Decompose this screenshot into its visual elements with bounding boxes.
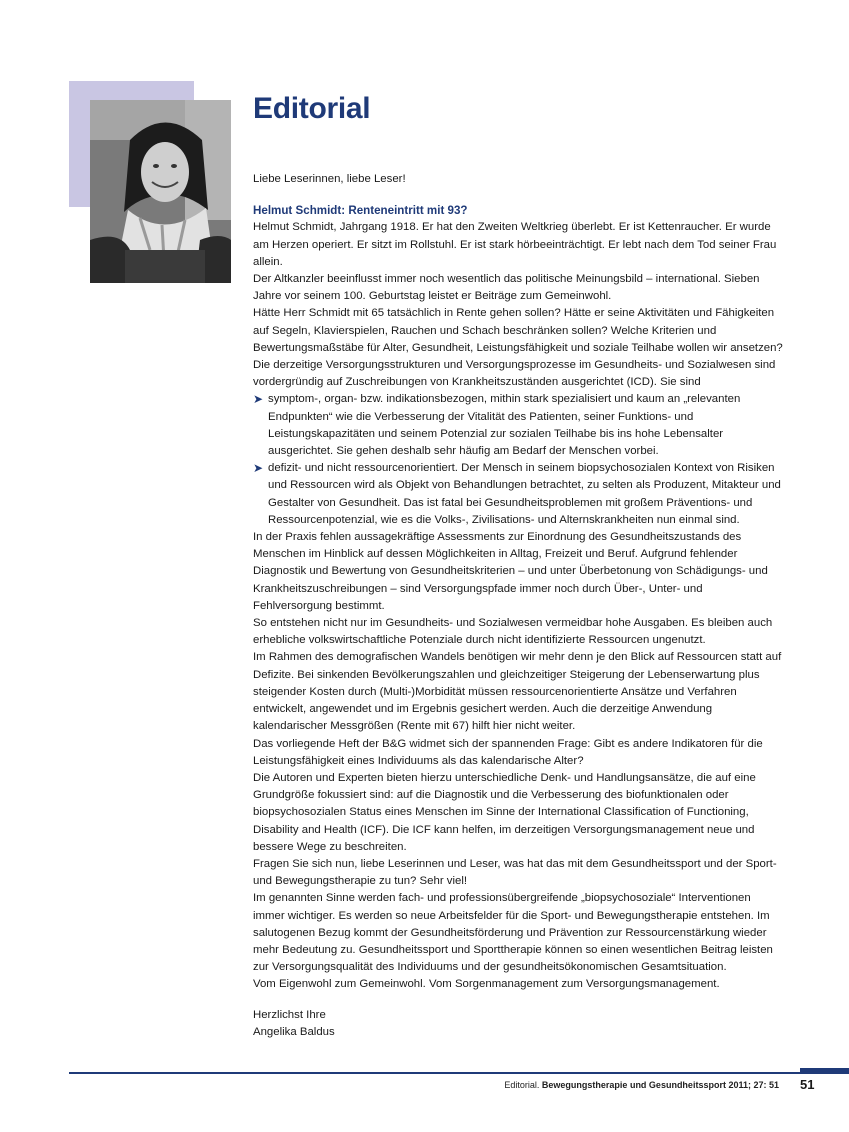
paragraph: Im genannten Sinne werden fach- und professionsübergreifende „biopsychosoziale“ Interventionen immer wichtiger. Es werden so neue Arbeitsfelder für die Sport- und Bewegungstherapie entstehen. Im salutogenen Bezug kommt der Gesundheitsförderung und Prävention zur Ressourcenstärkung wieder mehr Bedeutung zu. Gesundheitssport und Sporttherapie können so einen wesentlichen Beitrag leisten zur Versorgungsqualität des Individuums und der gesundheitsökonomischen Gesamtsituation. [253,892,773,974]
footer-rule [69,1072,849,1074]
closing-salutation: Herzlichst Ihre [253,1008,326,1021]
paragraph: Fragen Sie sich nun, liebe Leserinnen und Leser, was hat das mit dem Gesundheitssport und der Sport- und Bewegungstherapie zu tun? Sehr viel! [253,857,777,888]
subheading: Helmut Schmidt: Renteneintritt mit 93? [253,204,468,218]
arrowhead-bullet-icon: ➤ [253,392,264,407]
paragraph: Das vorliegende Heft der B&G widmet sich der spannenden Frage: Gibt es andere Indikatoren für die Leistungsfähigkeit eines Individuums als das kalendarische Alter? [253,737,763,767]
editorial-body [253,171,783,1041]
author-signature: Angelika Baldus [253,1025,335,1038]
page-title: Editorial [253,92,371,125]
footer-citation [504,1080,779,1090]
portrait-illustration [90,100,231,283]
paragraph: In der Praxis fehlen aussagekräftige Assessments zur Einordnung des Gesundheitszustands des Menschen im Hinblick auf dessen Möglichkeiten in Alltag, Freizeit und Beruf. Aufgrund fehlender Diagnostik und Bewertung von Gesundheitskriterien – und unter Überbetonung von Schädigungs- und Krankheitszuschreibungen – sind Versorgungspfade immer noch durch Über-, Unter- und Fehlversorgung bestimmt. [253,531,768,612]
paragraph: Der Altkanzler beeinflusst immer noch wesentlich das politische Meinungsbild – international. Sieben Jahre vor seinem 100. Geburtstag leistet er Beiträge zum Gemeinwohl. [253,273,760,303]
paragraph: Vom Eigenwohl zum Gemeinwohl. Vom Sorgenmanagement zum Versorgungsmanagement. [253,978,720,991]
arrowhead-bullet-icon: ➤ [253,461,264,476]
list-item-text: defizit- und nicht ressourcenorientiert. Der Mensch in seinem biopsychosozialen Kontext von Risiken und Ressourcen wird als Objekt von Behandlungen betrachtet, zu selten als Produzent, Mitakteur und Gestalter von Gesundheit. Das ist fatal bei Gesundheitsproblemen mit großem Präventions- und Ressourcenpotenzial, wie es die Volks-, Zivilisations- und Alternskrankheiten nun einmal sind. [268,462,781,526]
paragraph: Im Rahmen des demografischen Wandels benötigen wir mehr denn je den Blick auf Ressourcen statt auf Defizite. Bei sinkenden Bevölkerungszahlen und gleichzeitiger Steigerung der Lebenserwartung plus steigender Kosten durch (Multi-)Morbidität müssen ressourcenorientierte Ansätze und Verfahren entwickelt, angewendet und im Ergebnis gesichert werden. Auch die derzeitige Anwendung kalendarischer Messgrößen (Rente mit 67) hilft hier nicht weiter. [253,651,782,733]
paragraph: Die derzeitige Versorgungsstrukturen und Versorgungsprozesse im Gesundheits- und Sozialwesen sind vordergründig auf Zuschreibungen von Krankheitszuständen ausgerichtet (ICD). Sie sind [253,359,776,389]
paragraph: So entstehen nicht nur im Gesundheits- und Sozialwesen vermeidbar hohe Ausgaben. Es bleiben auch erhebliche volkswirtschaftliche Potenziale durch nicht identifizierte Ressourcen ungenutzt. [253,617,773,647]
footer-journal: Bewegungstherapie und Gesundheitssport 2011; 27: 51 [541,1080,779,1090]
list-item-text: symptom-, organ- bzw. indikationsbezogen, mithin stark spezialisiert und kaum an „relevanten Endpunkten“ wie die Verbesserung der Vitalität des Patienten, seiner Funktions- und Leistungskapazitäten und seinem Potenzial zur sozialen Teilhabe bis ins hohe Lebensalter ausgerichtet. Sie gehen deshalb sehr häufig am Bedarf der Menschen vorbei. [268,393,741,458]
footer-section: Editorial. [504,1080,540,1090]
paragraph: Helmut Schmidt, Jahrgang 1918. Er hat den Zweiten Weltkrieg überlebt. Er ist Kettenraucher. Er wurde am Herzen operiert. Er sitzt im Rollstuhl. Er ist stark hörbeeinträchtigt. Er lebt nach dem Tod seiner Frau allein. [253,221,777,268]
list-item [253,460,783,529]
paragraph: Hätte Herr Schmidt mit 65 tatsächlich in Rente gehen sollen? Hätte er seine Aktivitäten und Fähigkeiten auf Segeln, Klavierspielen, Rauchen und Schach beschränken sollen? Welche Kriterien und Bewertungsmaßstäbe für Alter, Gesundheit, Leistungsfähigkeit und soziale Teilhabe wollen wir ansetzen? [253,307,783,354]
list-item [253,391,783,460]
page-number: 51 [800,1077,815,1092]
paragraph: Die Autoren und Experten bieten hierzu unterschiedliche Denk- und Handlungsansätze, die auf eine Grundgröße fokussiert sind: auf die Diagnostik und die Verbesserung des biofunktionalen oder biopsychosozialen Status eines Menschen im Sinne der International Classification of Functioning, Disability and Health (ICF). Die ICF kann helfen, im derzeitigen Versorgungsmanagement neue und bessere Wege zu beschreiten. [253,771,756,853]
author-photo [90,100,231,283]
greeting: Liebe Leserinnen, liebe Leser! [253,173,406,185]
footer-accent-tab [800,1068,849,1074]
